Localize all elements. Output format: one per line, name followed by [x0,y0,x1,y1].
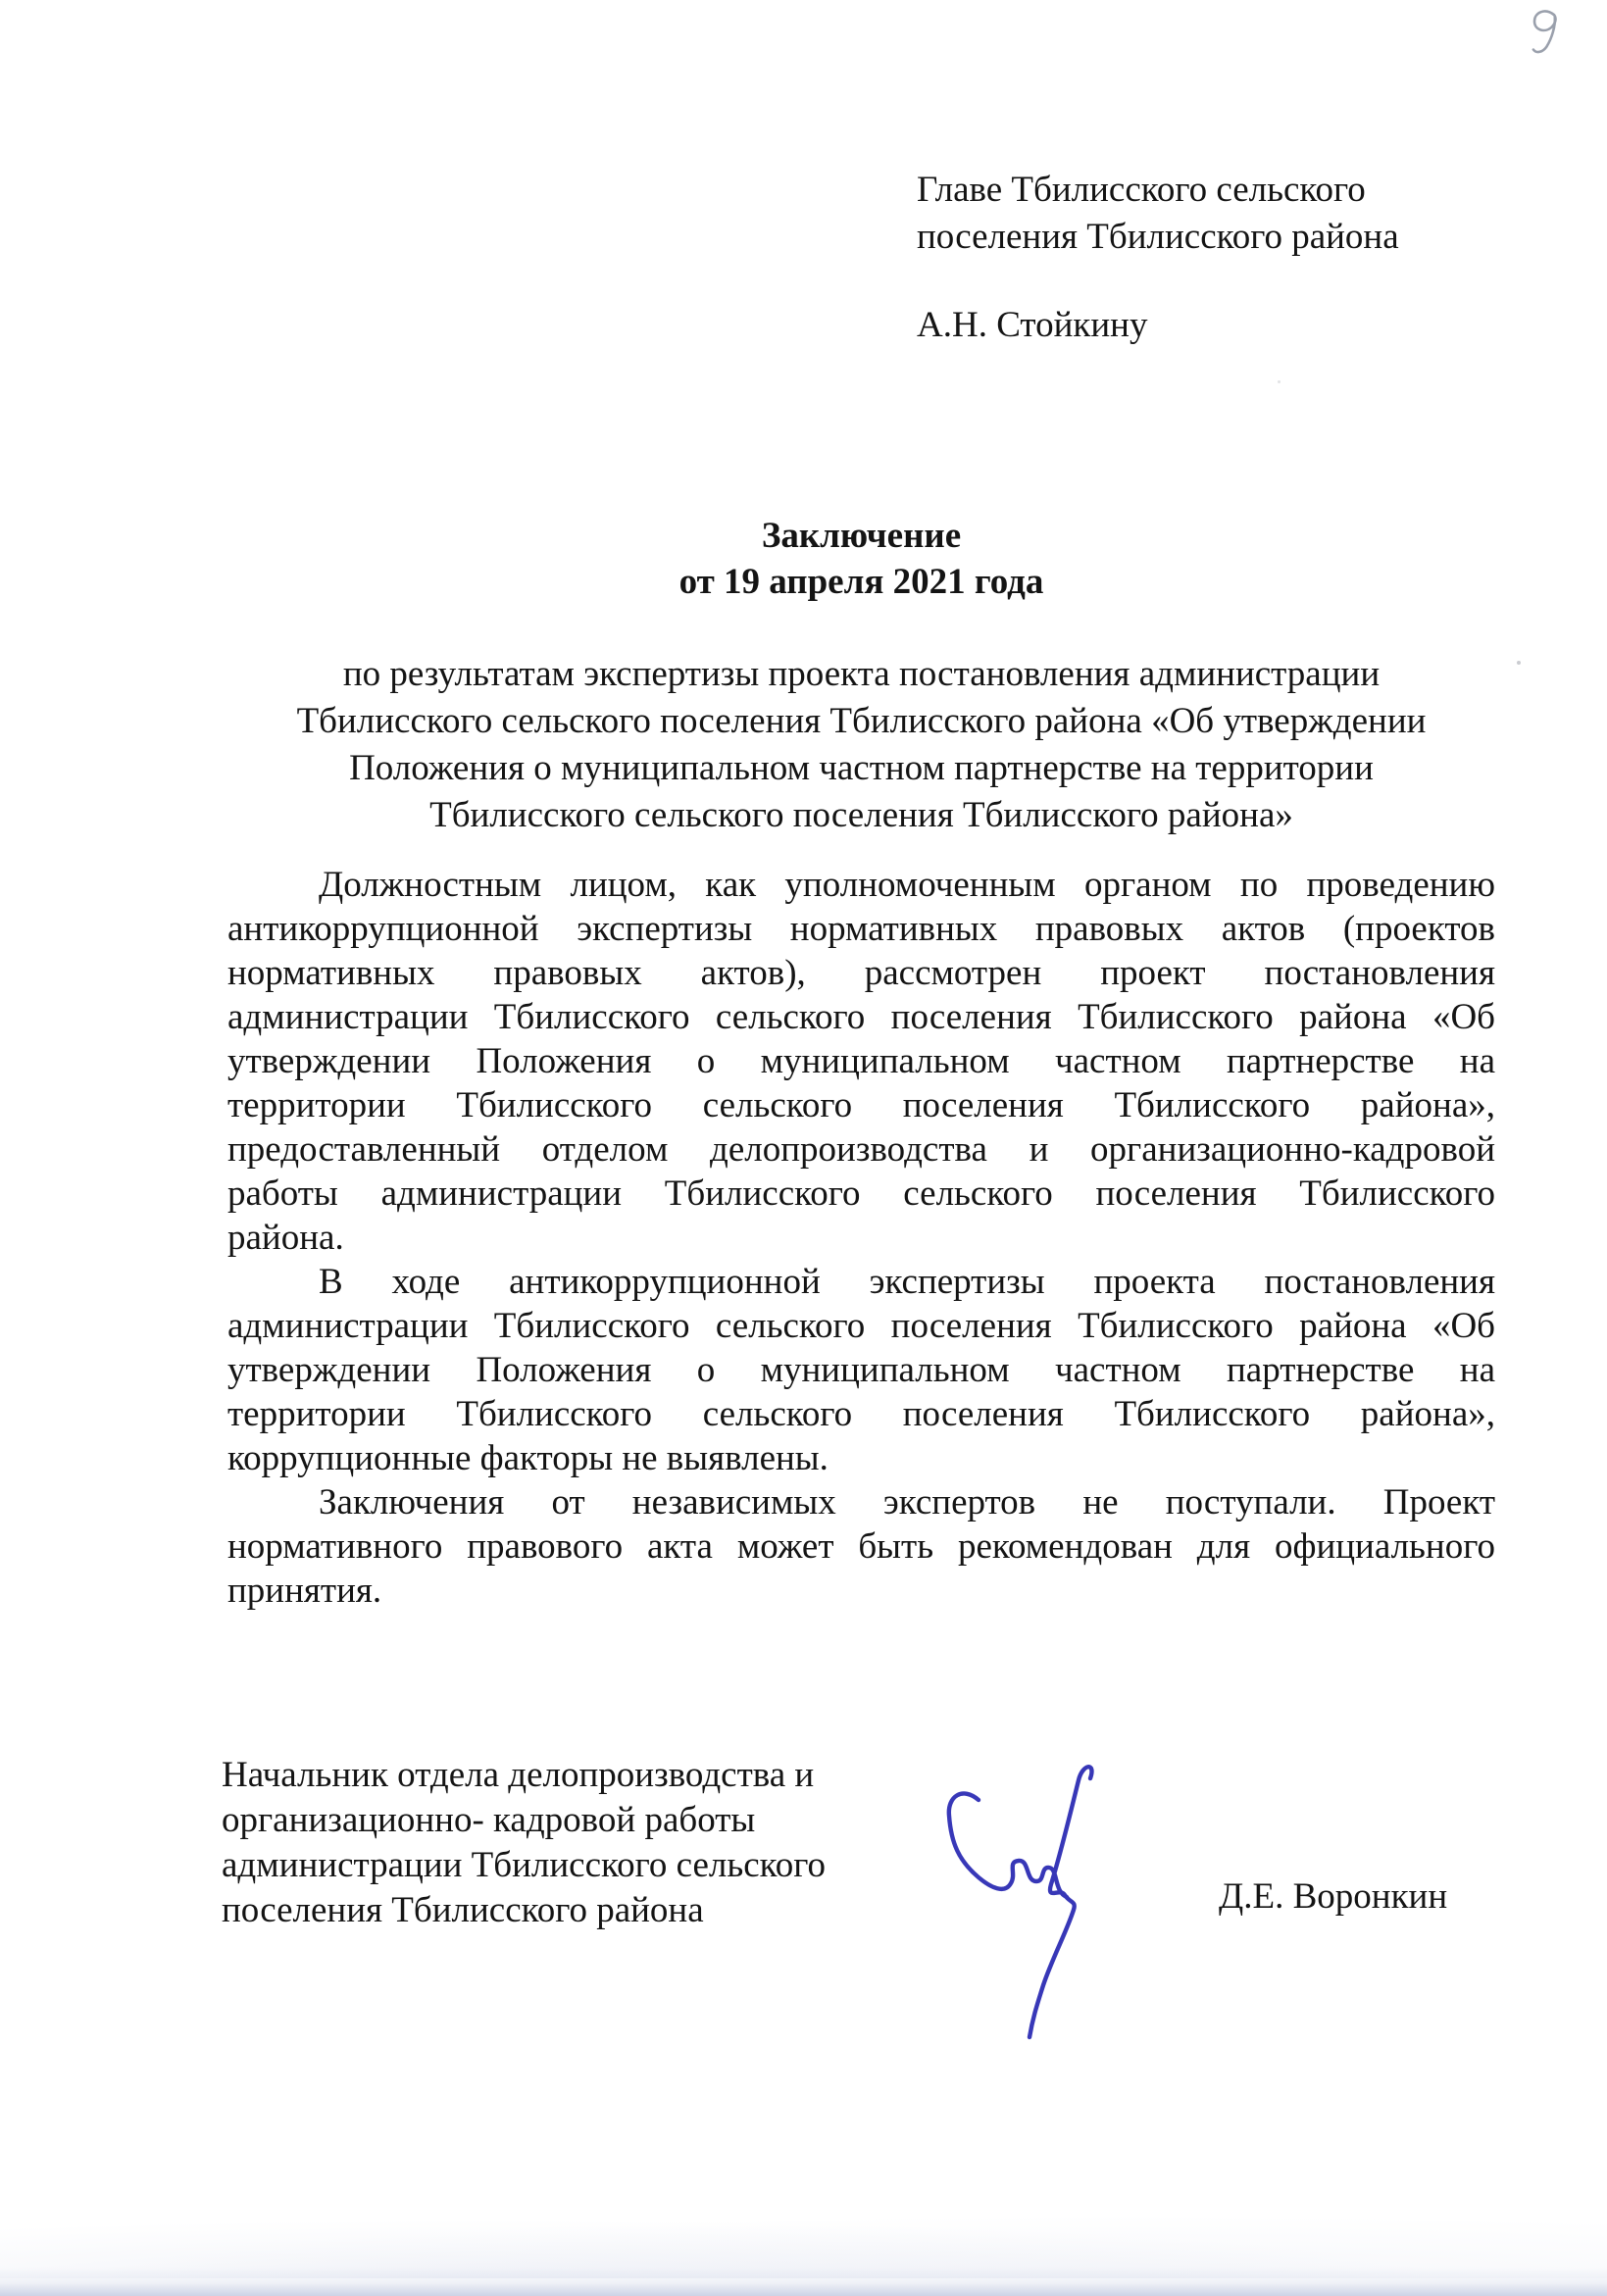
signer-post-line: организационно- кадровой работы [222,1800,756,1840]
body-line: администрации Тбилисского сельского поселения Тбилисского района «Об [227,1306,1495,1346]
addressee-line: поселения Тбилисского района [917,217,1399,257]
body-line: предоставленный отделом делопроизводства и организационно-кадровой [227,1129,1495,1170]
body-line: территории Тбилисского сельского поселения Тбилисского района», [227,1085,1495,1125]
body-line: утверждении Положения о муниципальном частном партнерстве на [227,1350,1495,1390]
signer-post-line: администрации Тбилисского сельского [222,1845,827,1885]
body-line: работы администрации Тбилисского сельского поселения Тбилисского [227,1173,1495,1214]
handwritten-signature-icon [939,1757,1126,2056]
body-line: утверждении Положения о муниципальном частном партнерстве на [227,1041,1495,1081]
signer-post-block [222,1753,928,1933]
body-line: принятия. [227,1571,382,1611]
subject-line: по результатам экспертизы проекта постановления администрации [342,654,1381,694]
document-title-block [227,513,1495,605]
signer-post-line: поселения Тбилисского района [222,1890,704,1930]
page-number-handwritten [1524,6,1565,66]
document-title: Заключение [761,516,962,556]
body-paragraph [227,1260,1495,1480]
body-line: района. [227,1218,344,1258]
body-line: коррупционные факторы не выявлены. [227,1438,829,1478]
body-line: администрации Тбилисского сельского поселения Тбилисского района «Об [227,997,1495,1037]
document-body [227,863,1495,1613]
body-line: В ходе антикоррупционной экспертизы проекта постановления [319,1262,1495,1302]
signer-name: Д.Е. Воронкин [1219,1876,1448,1917]
scan-edge-artifact [0,2267,1607,2296]
addressee-block [917,167,1466,349]
scan-speck [1517,661,1521,665]
signer-post-line: Начальник отдела делопроизводства и [222,1755,815,1795]
pencil-nine-icon [1525,6,1565,61]
subject-line: Тбилисского сельского поселения Тбилисского района «Об утверждении [296,701,1427,741]
subject-line: Положения о муниципальном частном партнерстве на территории [349,748,1374,788]
body-line: антикоррупционной экспертизы нормативных правовых актов (проектов [227,909,1495,949]
body-paragraph [227,1480,1495,1613]
addressee-name: А.Н. Стойкину [917,305,1148,345]
document-subject-block [227,651,1495,839]
addressee-line: Главе Тбилисского сельского [917,170,1366,210]
subject-line: Тбилисского сельского поселения Тбилисского района» [429,795,1293,835]
body-paragraph [227,863,1495,1260]
body-line: нормативного правового акта может быть рекомендован для официального [227,1526,1495,1567]
body-line: нормативных правовых актов), рассмотрен проект постановления [227,953,1495,993]
scan-speck [1278,380,1281,383]
body-line: территории Тбилисского сельского поселения Тбилисского района», [227,1394,1495,1434]
body-line: Должностным лицом, как уполномоченным органом по проведению [319,865,1495,905]
document-date: от 19 апреля 2021 года [678,562,1044,602]
body-line: Заключения от независимых экспертов не поступали. Проект [319,1482,1495,1522]
